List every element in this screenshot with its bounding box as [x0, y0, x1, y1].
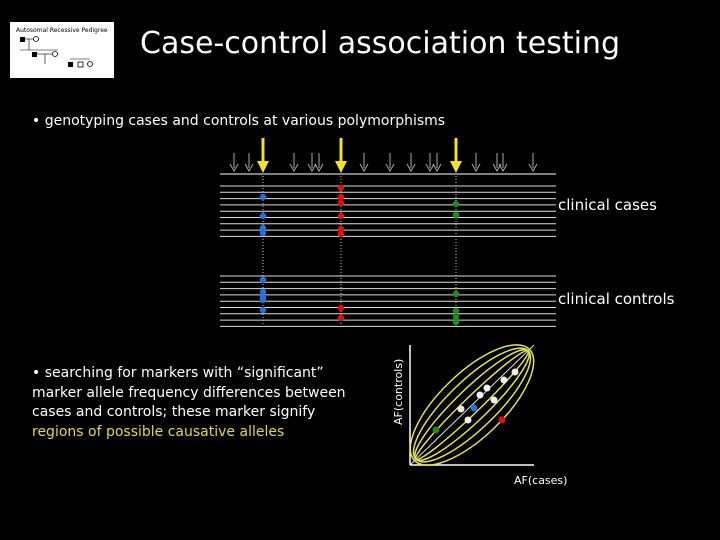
blue-allele-dot [260, 297, 266, 303]
scatter-point [501, 377, 508, 384]
red-allele-dot [338, 200, 344, 206]
bullet-searching-highlight: regions of possible causative alleles [32, 423, 285, 440]
thumbnail-title: Autosomal Recessive Pedigree [16, 27, 108, 34]
green-allele-dot [453, 212, 459, 218]
green-allele-dot [453, 308, 459, 314]
blue-allele-dot [260, 307, 266, 313]
bullet-searching [32, 364, 362, 442]
green-allele-dot [453, 291, 459, 297]
scatter-point-green [433, 427, 440, 434]
scatter-point [458, 406, 465, 413]
af-scatter-plot [392, 326, 552, 483]
scatter-point [465, 417, 472, 424]
scatter-point [477, 392, 484, 399]
bullet-genotyping: • genotyping cases and controls at various polymorphisms [32, 113, 446, 129]
clinical-cases-label: clinical cases [558, 196, 657, 214]
tested-marker-arrow-head [335, 161, 347, 173]
x-axis-label: AF(cases) [514, 474, 568, 487]
y-axis-label: AF(controls) [392, 358, 405, 425]
red-allele-dot [338, 305, 344, 311]
tested-marker-arrow-head [257, 161, 269, 173]
green-allele-dot [453, 319, 459, 325]
allele-dots [260, 185, 459, 325]
slide-title: Case-control association testing [140, 26, 620, 61]
tested-marker-arrow-head [450, 161, 462, 173]
red-allele-dot [338, 194, 344, 200]
scatter-point [491, 397, 498, 404]
blue-allele-dot [260, 277, 266, 283]
red-allele-dot [338, 231, 344, 237]
green-allele-dot [453, 201, 459, 207]
clinical-controls-label: clinical controls [558, 290, 675, 308]
red-allele-dot [338, 315, 344, 321]
scatter-point-blue [471, 405, 478, 412]
scatter-point [512, 369, 519, 376]
scatter-point [484, 385, 491, 392]
blue-allele-dot [260, 194, 266, 200]
chromosome-lines [220, 186, 556, 326]
blue-allele-dot [260, 213, 266, 219]
blue-allele-dot [260, 230, 266, 236]
marker-arrows [230, 138, 537, 173]
red-allele-dot [338, 213, 344, 219]
bullet-searching-text: • searching for markers with “significant” marker allele frequency differences between cases and controls; these marker signify [32, 365, 346, 420]
red-allele-dot [338, 185, 344, 191]
scatter-point-red [499, 417, 506, 424]
